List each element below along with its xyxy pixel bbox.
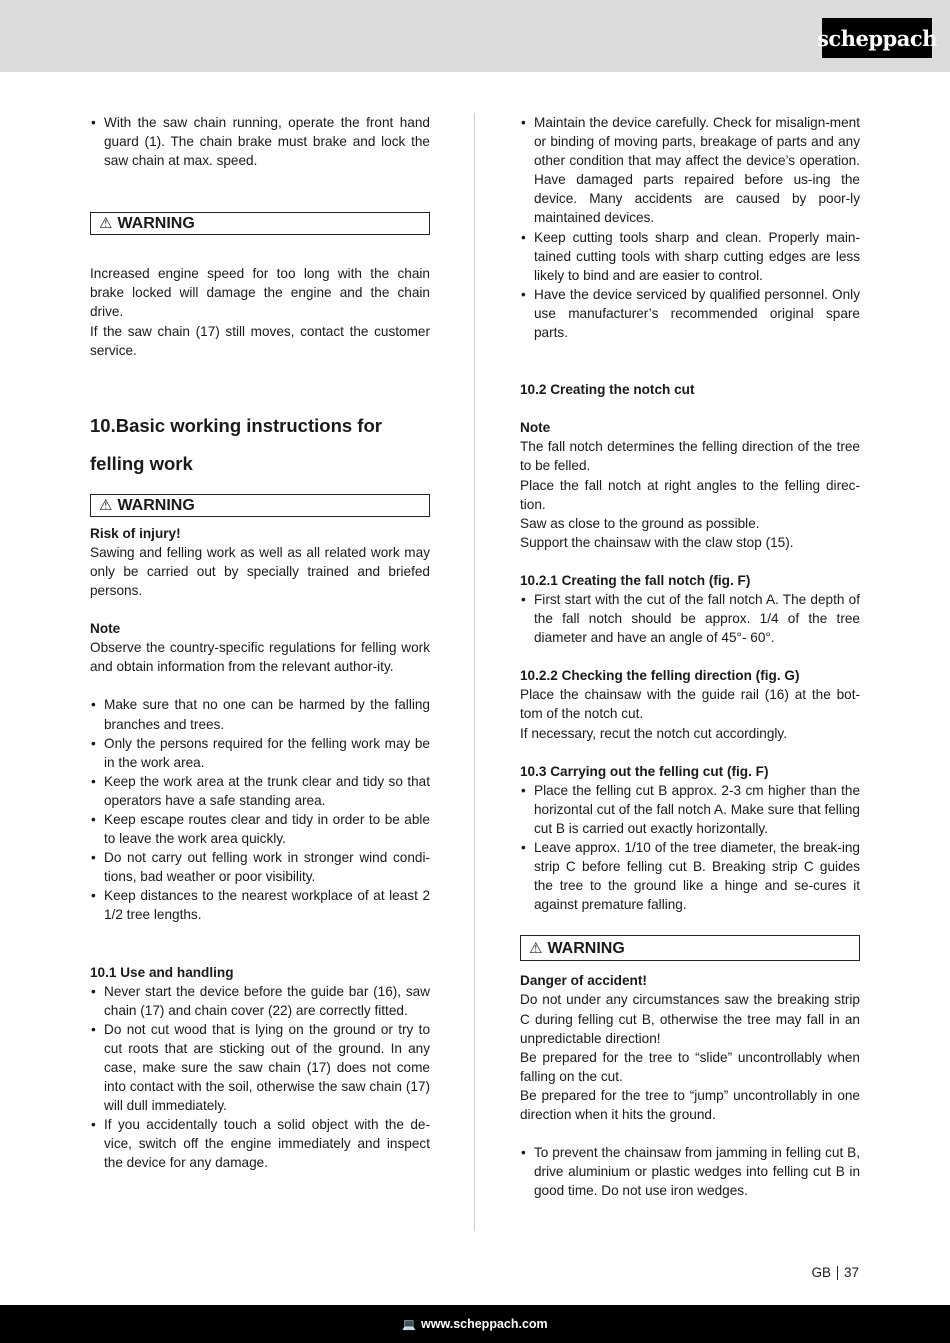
- paragraph: Observe the country-specific regulations for felling work and obtain information from the relevant author-ity.: [90, 640, 430, 675]
- subsection-heading: 10.2.2 Checking the felling direction (fig. G): [520, 668, 800, 684]
- page-number: [811, 1265, 859, 1280]
- paragraph: Be prepared for the tree to “jump” uncontrollably in one direction when it hits the ground.: [520, 1087, 860, 1123]
- warning-triangle-icon: ⚠: [99, 496, 113, 514]
- language-code: GB: [811, 1265, 831, 1280]
- list-item: • Do not cut wood that is lying on the ground or try to cut roots that are sticking out of the ground. In any case, make sure the saw chain (17) does not come into contact with the soil, otherwise the saw chain (17) will dull immediately.: [90, 1020, 430, 1115]
- list-item: • Only the persons required for the felling work may be in the work area.: [90, 734, 430, 772]
- warning-box: [90, 494, 430, 517]
- column-divider: [474, 113, 475, 1231]
- brand-logo: scheppach: [822, 18, 932, 58]
- paragraph: Sawing and felling work as well as all related work may only be carried out by specially trained and briefed persons.: [90, 544, 430, 599]
- list-item: • Never start the device before the guide bar (16), saw chain (17) and chain cover (22) are correctly fitted.: [90, 982, 430, 1020]
- paragraph: Place the chainsaw with the guide rail (16) at the bot-tom of the notch cut.: [520, 687, 860, 722]
- risk-heading: Risk of injury!: [90, 525, 181, 541]
- warning-triangle-icon: ⚠: [529, 939, 543, 957]
- paragraph: Be prepared for the tree to “slide” uncontrollably when falling on the cut.: [520, 1049, 860, 1084]
- section-heading: [90, 407, 430, 445]
- list-item: • Place the felling cut B approx. 2-3 cm higher than the horizontal cut of the fall notch A. Make sure that felling cut B is carried out exactly horizontally.: [520, 781, 860, 838]
- danger-heading: Danger of accident!: [520, 973, 647, 989]
- bullet-list: [520, 590, 860, 647]
- paragraph: Increased engine speed for too long with the chain brake locked will damage the engine and the chain drive.: [90, 266, 430, 320]
- footer-bar: [0, 1305, 950, 1343]
- bullet-list: [90, 982, 430, 1173]
- warning-label: WARNING: [117, 496, 195, 514]
- list-item: • Leave approx. 1/10 of the tree diameter, the break-ing strip C before felling cut B. Breaking strip C guides the tree to the ground like a hinge and se-cures it against premature falling.: [520, 838, 860, 914]
- paragraph: Place the fall notch at right angles to the felling direc-tion.: [520, 477, 860, 512]
- list-item: • Keep escape routes clear and tidy in order to be able to leave the work area quickly.: [90, 810, 430, 848]
- section-number: 10.: [90, 414, 116, 436]
- website-link[interactable]: www.scheppach.com: [421, 1317, 548, 1331]
- list-item: • Make sure that no one can be harmed by the falling branches and trees.: [90, 695, 430, 733]
- bullet-list: [90, 695, 430, 924]
- paragraph: The fall notch determines the felling direction of the tree to be felled.: [520, 439, 860, 474]
- computer-icon: 💻: [402, 1318, 417, 1331]
- warning-triangle-icon: ⚠: [99, 215, 113, 233]
- right-column: [520, 113, 860, 1200]
- paragraph: If the saw chain (17) still moves, contact the customer service.: [90, 323, 430, 358]
- paragraph: Saw as close to the ground as possible.: [520, 515, 760, 531]
- bullet-list: [520, 1143, 860, 1200]
- note-heading: Note: [90, 621, 121, 637]
- subsection-heading: 10.2 Creating the notch cut: [520, 382, 695, 398]
- separator: [837, 1266, 838, 1280]
- note-heading: Note: [520, 420, 551, 436]
- bullet-list: [520, 113, 860, 342]
- page-index: 37: [843, 1265, 859, 1280]
- list-item: • Maintain the device carefully. Check for misalign-ment or binding of moving parts, breakage of parts and any other condition that may affect the device’s operation. Have damaged parts repaired before us-ing the device. Many accidents are caused by poor-ly maintained devices.: [520, 113, 860, 228]
- section-title-line1: Basic working instructions for: [115, 414, 382, 436]
- left-column: [90, 113, 430, 1173]
- paragraph: If necessary, recut the notch cut accordingly.: [520, 725, 787, 741]
- warning-label: WARNING: [547, 939, 625, 957]
- subsection-heading: 10.3 Carrying out the felling cut (fig. F): [520, 763, 769, 779]
- bullet-list: [90, 113, 430, 170]
- list-item: • Keep the work area at the trunk clear and tidy so that operators have a safe standing area.: [90, 772, 430, 810]
- list-item: • If you accidentally touch a solid object with the de-vice, switch off the engine immediately and inspect the device for any damage.: [90, 1115, 430, 1172]
- paragraph: Support the chainsaw with the claw stop (15).: [520, 534, 794, 550]
- warning-label: WARNING: [117, 215, 195, 233]
- header-band: [0, 0, 950, 72]
- list-item: • First start with the cut of the fall notch A. The depth of the fall notch should be approx. 1/4 of the tree diameter and have an angle of 45°- 60°.: [520, 590, 860, 647]
- paragraph: Do not under any circumstances saw the breaking strip C during felling cut B, otherwise the tree may fall in an unpredictable direction!: [520, 992, 860, 1046]
- subsection-heading: 10.2.1 Creating the fall notch (fig. F): [520, 572, 751, 588]
- list-item: • Have the device serviced by qualified personnel. Only use manufacturer’s recommended original spare parts.: [520, 285, 860, 342]
- list-item: • Keep cutting tools sharp and clean. Properly main-tained cutting tools with sharp cutting edges are less likely to bind and are easier to control.: [520, 228, 860, 285]
- list-item: • Do not carry out felling work in stronger wind condi-tions, bad weather or poor visibility.: [90, 848, 430, 886]
- list-item: • Keep distances to the nearest workplace of at least 2 1/2 tree lengths.: [90, 886, 430, 924]
- warning-box: [520, 935, 860, 961]
- subsection-heading: 10.1 Use and handling: [90, 964, 234, 980]
- list-item: • To prevent the chainsaw from jamming in felling cut B, drive aluminium or plastic wedges into felling cut B in good time. Do not use iron wedges.: [520, 1143, 860, 1200]
- section-title-line2: felling work: [90, 452, 193, 474]
- warning-box: [90, 212, 430, 235]
- list-item: • With the saw chain running, operate the front hand guard (1). The chain brake must brake and lock the saw chain at max. speed.: [90, 113, 430, 170]
- bullet-list: [520, 781, 860, 915]
